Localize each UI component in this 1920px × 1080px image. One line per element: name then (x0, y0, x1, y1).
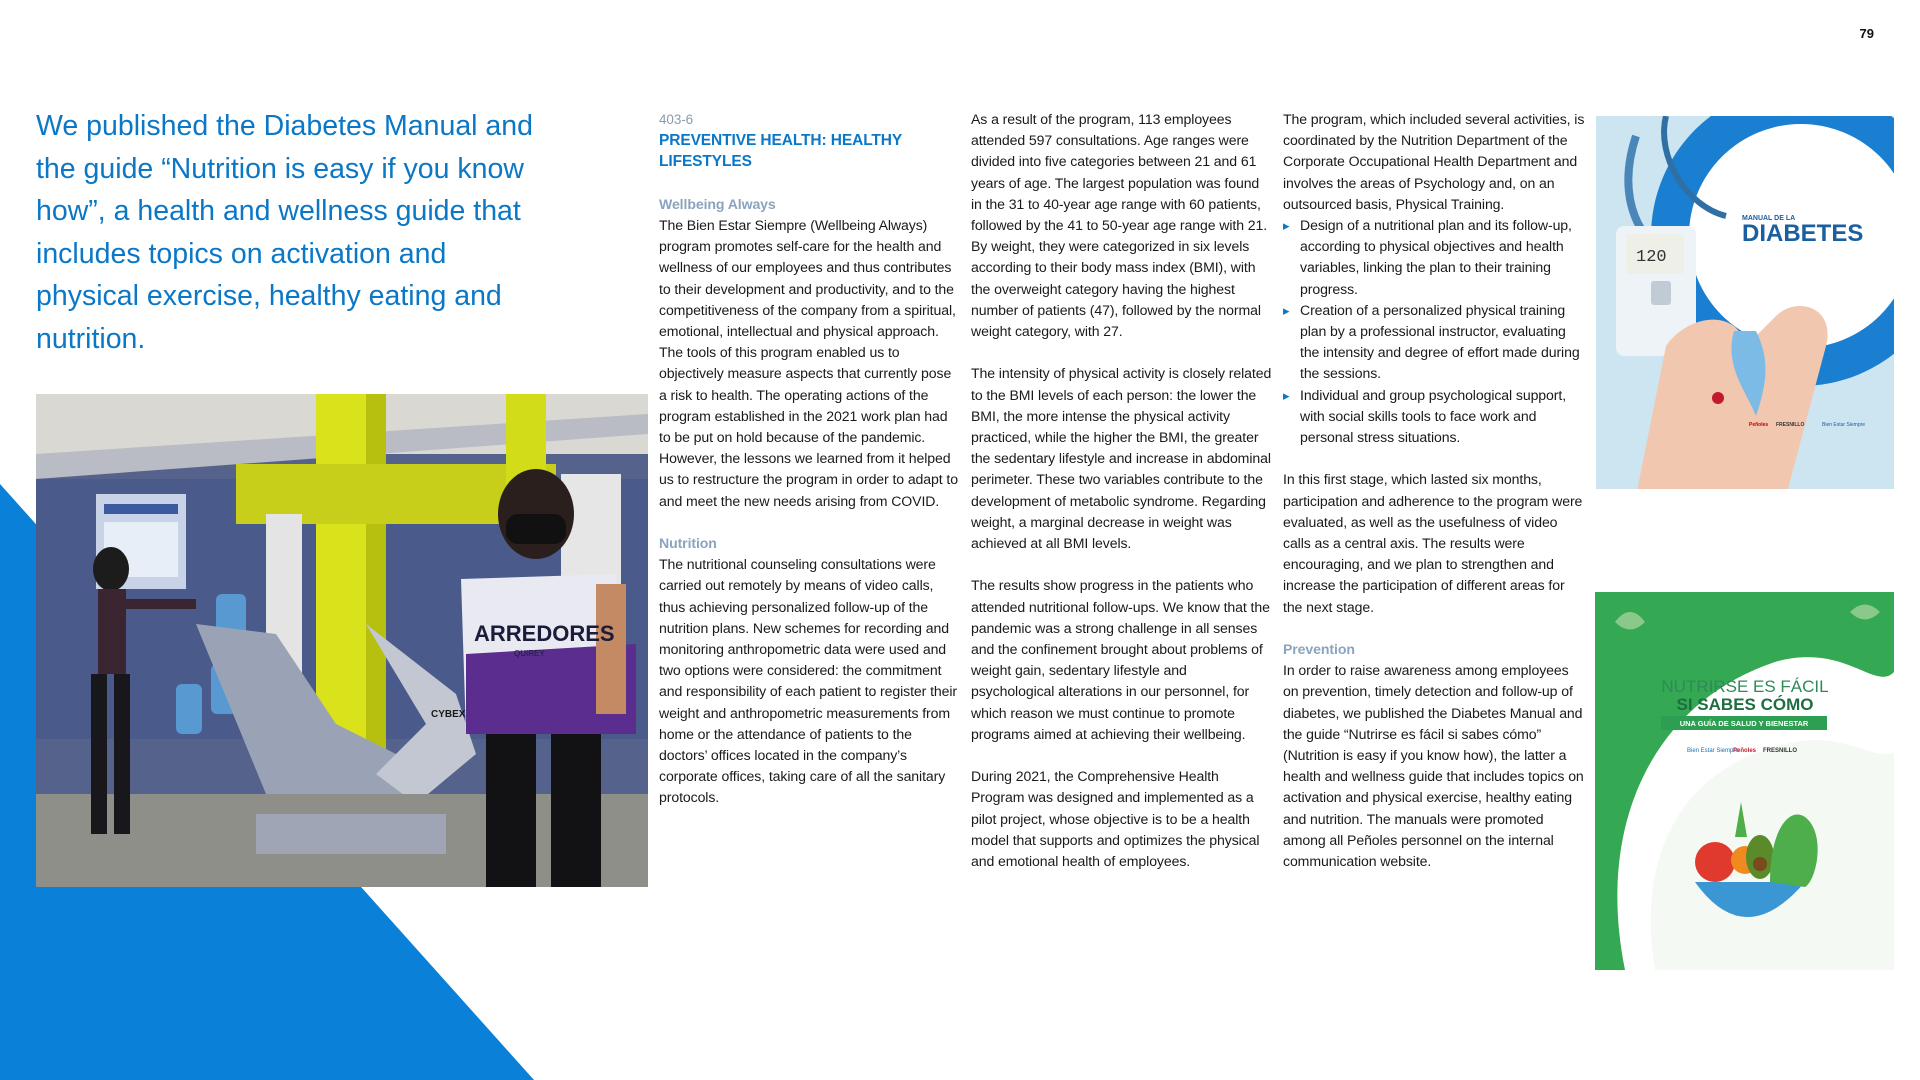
diabetes-kicker: MANUAL DE LA (1742, 215, 1796, 222)
nutrition-cover-illustration (1595, 592, 1894, 970)
cover-logo: Bien Estar Siempre (1687, 748, 1739, 754)
nutrition-title-line2: SI SABES CÓMO (1676, 695, 1814, 714)
gym-photo-illustration (36, 394, 648, 887)
nutrition-title-line1: NUTRIRSE ES FÁCIL (1661, 677, 1829, 696)
paragraph-results: As a result of the program, 113 employees attended 597 consultations. Age ranges were divided into five categories between 21 and 61 years of age. The largest population was found in the 31 to 40-year age range with 60 patients, followed by the 41 to 50-year age range with 21. By weight, they were categorized in six levels according to their body mass index (BMI), with the overweight category having the highest number of patients (47), followed by the normal weight category, with 27. (971, 111, 1268, 340)
pull-quote: We published the Diabetes Manual and the guide “Nutrition is easy if you know how”, a health and wellness guide that includes topics on activation and physical exercise, healthy eating and nutrition. (36, 110, 533, 355)
nutrition-ribbon: UNA GUÍA DE SALUD Y BIENESTAR (1679, 719, 1809, 728)
page-number: 79 (1859, 26, 1874, 41)
text-column-1 (659, 109, 961, 809)
paragraph-prevention: In order to raise awareness among employees on prevention, timely detection and follow-up of diabetes, we published the Diabetes Manual and the guide “Nutrirse es fácil si sabes cómo” (Nutrition is easy if you know how), the latter a health and wellness guide that includes topics on activation and physical exercise, healthy eating and nutrition. The manuals were promoted among all Peñoles personnel on the internal communication website. (1283, 662, 1584, 870)
subhead-nutrition: Nutrition (659, 535, 717, 552)
paragraph-first-stage: In this first stage, which lasted six months, participation and adherence to the program were evaluated, as well as the usefulness of video calls as a central axis. The results were encouraging, and we plan to strengthen and increase the participation of different areas for the next stage. (1283, 471, 1583, 615)
paragraph-nutrition: The nutritional counseling consultations were carried out remotely by means of video calls, thus achieving personalized follow-up of the nutrition plans. New schemes for recording and monitoring anthropometric data were used and two options were considered: the commitment and responsibility of each patient to register their weight and anthropometric measurements from home or the attendance of patients to the doctors’ offices located in the company’s corporate offices, taking care of all the sanitary protocols. (659, 556, 957, 806)
gri-code: 403-6 (659, 112, 694, 127)
shirt-text: ARREDORES (474, 621, 615, 646)
paragraph-progress: The results show progress in the patients who attended nutritional follow-ups. We know that the pandemic was a strong challenge in all senses and the confinement brought about problems of weight gain, sedentary lifestyle and psychological alterations in our personnel, for which reason we must continue to promote programs aimed at achieving their wellbeing. (971, 577, 1270, 742)
machine-brand: CYBEX (431, 709, 466, 720)
subhead-prevention: Prevention (1283, 641, 1355, 658)
paragraph-bmi: The intensity of physical activity is closely related to the BMI levels of each person: the lower the BMI, the more intense the physical activity practiced, while the higher the BMI, the greater the sedentary lifestyle and increase in abdominal perimeter. These two variables contribute to the development of metabolic syndrome. Regarding weight, a marginal decrease in weight was achieved at all BMI levels. (971, 365, 1272, 552)
list-item: ▸ Individual and group psychological support, with social skills tools to face work and personal stress situations. (1283, 385, 1585, 449)
paragraph-comprehensive-program: During 2021, the Comprehensive Health Program was designed and implemented as a pilot project, whose objective is to be a health model that supports and optimizes the physical and emotional health of employees. (971, 768, 1260, 870)
text-column-3 (1283, 109, 1585, 872)
diabetes-cover-illustration (1596, 116, 1894, 489)
diabetes-manual-cover (1596, 116, 1894, 489)
diabetes-title: DIABETES (1742, 220, 1864, 247)
nutrition-guide-cover (1595, 592, 1894, 970)
paragraph-wellbeing: The Bien Estar Siempre (Wellbeing Always) program promotes self-care for the health and wellness of our employees and thus contributes to their development and productivity, and to the competitiveness of the company from a spiritual, emotional, intellectual and physical approach. The tools of this program enabled us to objectively measure aspects that currently pose a risk to health. The operating actions of the program established in the 2021 work plan had to be put on hold because of the pandemic. However, the lessons we learned from it helped us to restructure the program in order to adapt to and meet the new needs arising from COVID. (659, 217, 958, 509)
glucometer-reading: 120 (1636, 248, 1667, 267)
cover-logo: Peñoles (1749, 422, 1769, 428)
program-bullet-list (1283, 215, 1585, 448)
text-column-2 (971, 109, 1273, 872)
subhead-wellbeing-always: Wellbeing Always (659, 195, 776, 212)
gym-photo (36, 394, 648, 887)
cover-logo: FRESNILLO (1776, 422, 1805, 428)
paragraph-program-coordination: The program, which included several activities, is coordinated by the Nutrition Department of the Corporate Occupational Health Department and involves the areas of Psychology and, on an outsourced basis, Physical Training. (1283, 111, 1585, 212)
list-item: ▸ Design of a nutritional plan and its follow-up, according to physical objectives and health variables, linking the plan to their training progress. (1283, 215, 1585, 300)
section-title: PREVENTIVE HEALTH: HEALTHY LIFESTYLES (659, 132, 902, 171)
shirt-subtext: QUIREY (514, 649, 545, 658)
cover-logo: Peñoles (1733, 748, 1757, 754)
cover-logo: FRESNILLO (1763, 748, 1797, 754)
list-item: ▸ Creation of a personalized physical training plan by a professional instructor, evaluating the intensity and degree of effort made during the sessions. (1283, 300, 1585, 385)
cover-logo: Bien Estar Siempre (1822, 422, 1866, 428)
